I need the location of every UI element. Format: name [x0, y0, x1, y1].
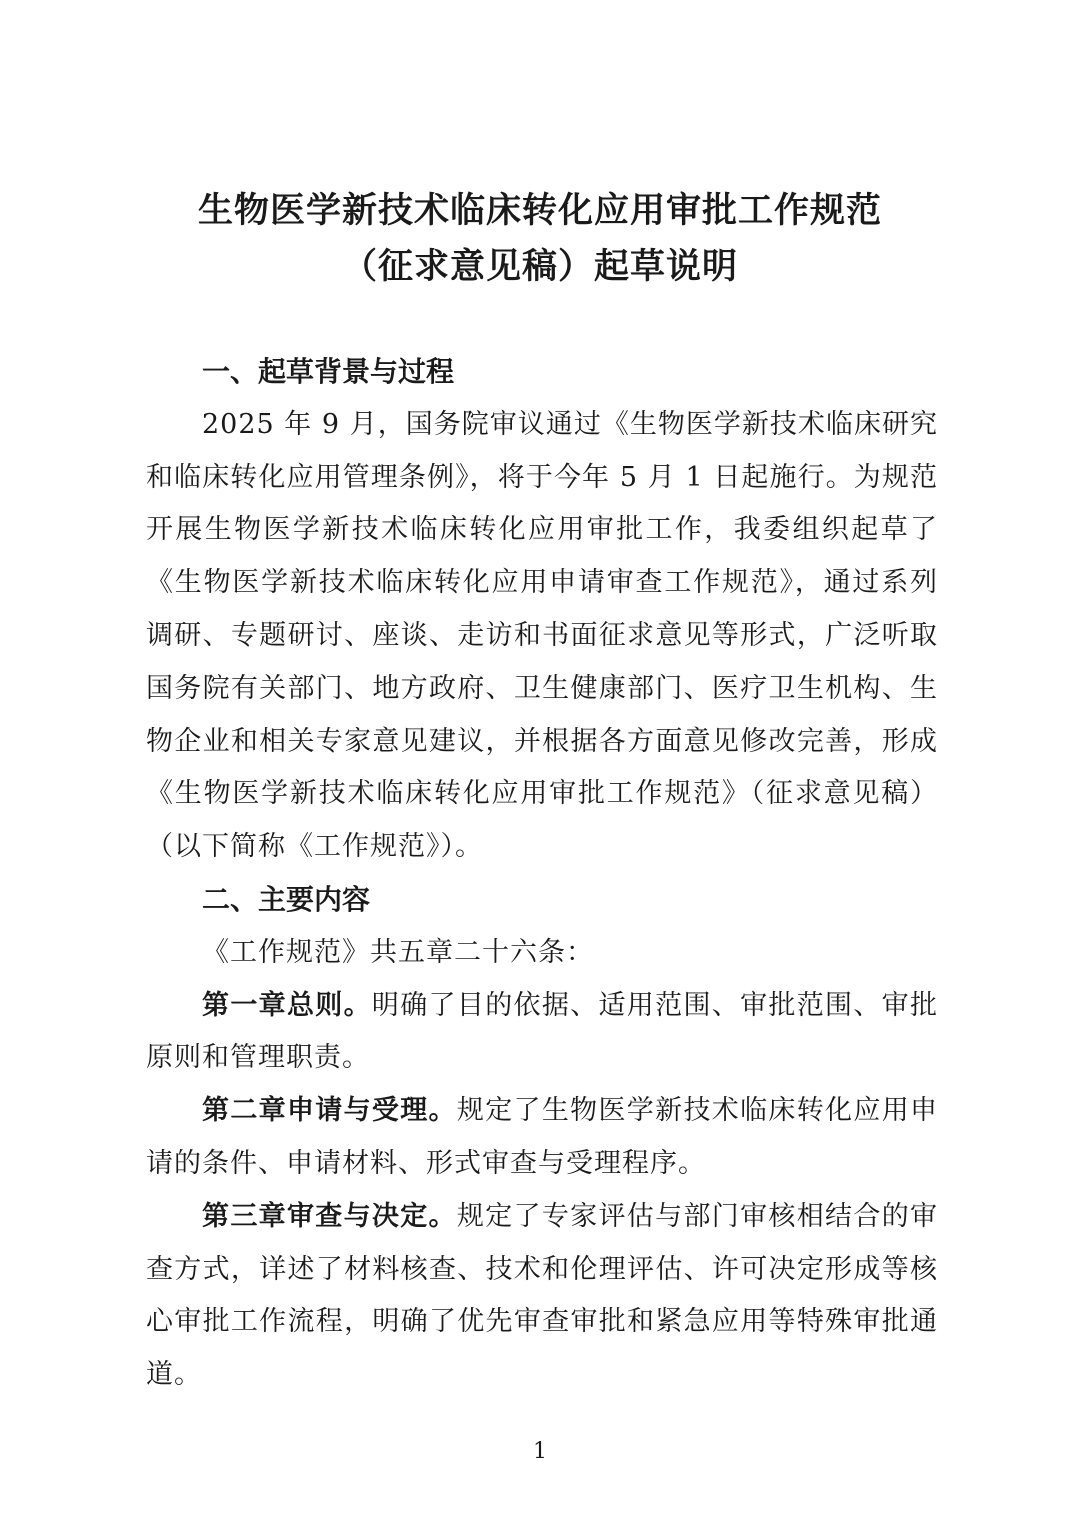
background-paragraph: 2025 年 9 月，国务院审议通过《生物医学新技术临床研究和临床转化应用管理条例》，将于今年 5 月 1 日起施行。为规范开展生物医学新技术临床转化应用审批工作，我委组织起草了《生物医学新技术临床转化应用申请审查工作规范》，通过系列调研、专题研讨、座谈、走访和书面征求意见等形式，广泛听取国务院有关部门、地方政府、卫生健康部门、医疗卫生机构、生物企业和相关专家意见建议，并根据各方面意见修改完善，形成《生物医学新技术临床转化应用审批工作规范》（征求意见稿）（以下简称《工作规范》）。: [146, 408, 938, 863]
chapter-3-paragraph: [146, 1191, 938, 1402]
chapter-2-lead: 第二章申请与受理。: [202, 1095, 457, 1127]
chapter-2-paragraph: [146, 1085, 938, 1191]
chapter-1-lead: 第一章总则。: [202, 989, 372, 1021]
document-title-line-2: （征求意见稿）起草说明: [341, 247, 738, 287]
document-body: [146, 346, 938, 1402]
chapter-1-text: 明确了目的依据、适用范围、审批范围、审批原则和管理职责。: [146, 989, 939, 1074]
chapter-1-paragraph: [146, 980, 938, 1086]
document-title-line-1: 生物医学新技术临床转化应用审批工作规范: [197, 191, 882, 231]
section-heading-main-content: 二、主要内容: [202, 882, 371, 916]
chapter-3-text: 规定了专家评估与部门审核相结合的审查方式，详述了材料核查、技术和伦理评估、许可决定形成等核心审批工作流程，明确了优先审查审批和紧急应用等特殊审批通道。: [146, 1200, 939, 1391]
main-content-intro: 《工作规范》共五章二十六条：: [202, 936, 594, 968]
chapter-2-text: 规定了生物医学新技术临床转化应用申请的条件、申请材料、形式审查与受理程序。: [146, 1095, 939, 1179]
chapter-3-lead: 第三章审查与决定。: [202, 1200, 457, 1232]
section-heading-background: 一、起草背景与过程: [202, 355, 455, 388]
page-number: 1: [533, 1439, 547, 1464]
